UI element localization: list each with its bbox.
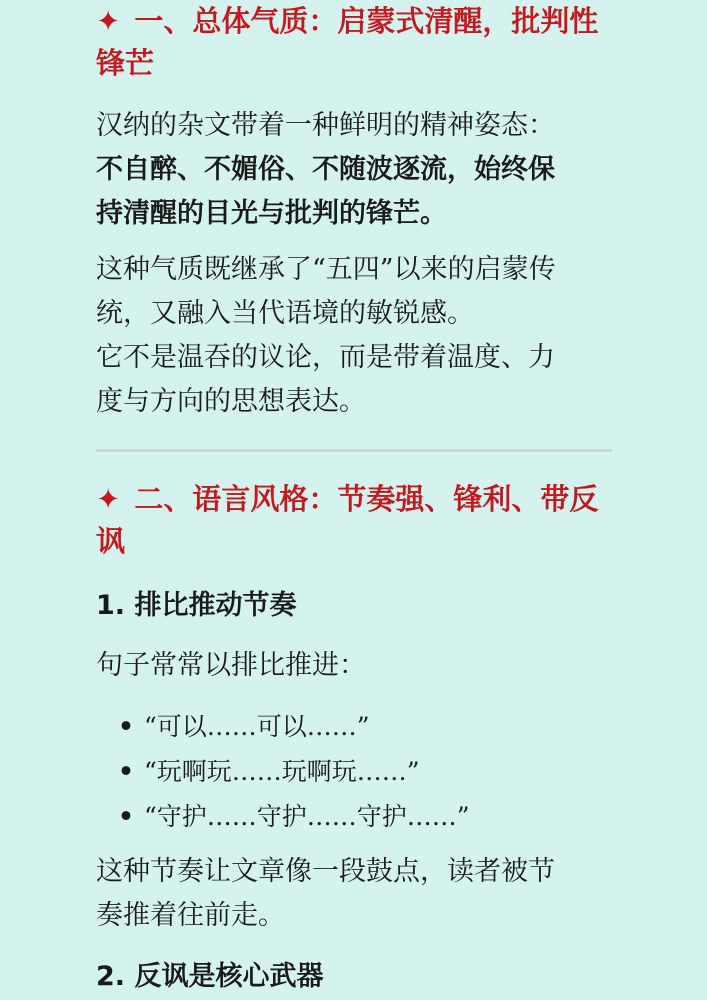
section-heading-2 xyxy=(96,478,626,562)
subsection-title-1: 1. 排比推动节奏 xyxy=(96,590,297,621)
paragraph-3 xyxy=(96,850,616,938)
section-heading-1 xyxy=(96,0,626,84)
paragraph-1-line3: 持清醒的目光与批判的锋芒。 xyxy=(96,198,447,229)
bullet-list xyxy=(118,704,470,839)
list-item-text: “守护……守护……守护……” xyxy=(144,802,470,831)
bullet-icon: • xyxy=(118,712,134,741)
paragraph-1-line1: 汉纳的杂文带着一种鲜明的精神姿态： xyxy=(96,110,555,141)
list-item xyxy=(118,749,470,794)
list-intro-text: 句子常常以排比推进： xyxy=(96,650,366,681)
list-item-text: “可以……可以……” xyxy=(144,712,370,741)
star-icon: ✦ xyxy=(96,482,121,516)
paragraph-1 xyxy=(96,104,616,236)
paragraph-3-line1: 这种节奏让文章像一段鼓点，读者被节 xyxy=(96,856,555,887)
bullet-icon: • xyxy=(118,802,134,831)
section-divider xyxy=(96,449,612,452)
section-heading-1-line1: 一、总体气质：启蒙式清醒，批判性 xyxy=(134,4,599,38)
section-heading-1-line2: 锋芒 xyxy=(96,46,155,80)
list-item xyxy=(118,794,470,839)
paragraph-2-line3: 它不是温吞的议论，而是带着温度、力 xyxy=(96,342,555,373)
list-item-text: “玩啊玩……玩啊玩……” xyxy=(144,757,420,786)
paragraph-2-line2: 统，又融入当代语境的敏锐感。 xyxy=(96,298,474,329)
section-heading-2-line2: 讽 xyxy=(96,524,126,558)
list-item xyxy=(118,704,470,749)
bullet-icon: • xyxy=(118,757,134,786)
paragraph-2-line4: 度与方向的思想表达。 xyxy=(96,386,366,417)
subsection-title-2: 2. 反讽是核心武器 xyxy=(96,961,324,992)
star-icon: ✦ xyxy=(96,4,121,38)
paragraph-1-line2: 不自醉、不媚俗、不随波逐流，始终保 xyxy=(96,154,555,185)
section-heading-2-line1: 二、语言风格：节奏强、锋利、带反 xyxy=(134,482,599,516)
paragraph-2-line1: 这种气质既继承了“五四”以来的启蒙传 xyxy=(96,254,556,285)
list-intro xyxy=(96,644,616,688)
paragraph-3-line2: 奏推着往前走。 xyxy=(96,900,285,931)
paragraph-2 xyxy=(96,248,616,424)
